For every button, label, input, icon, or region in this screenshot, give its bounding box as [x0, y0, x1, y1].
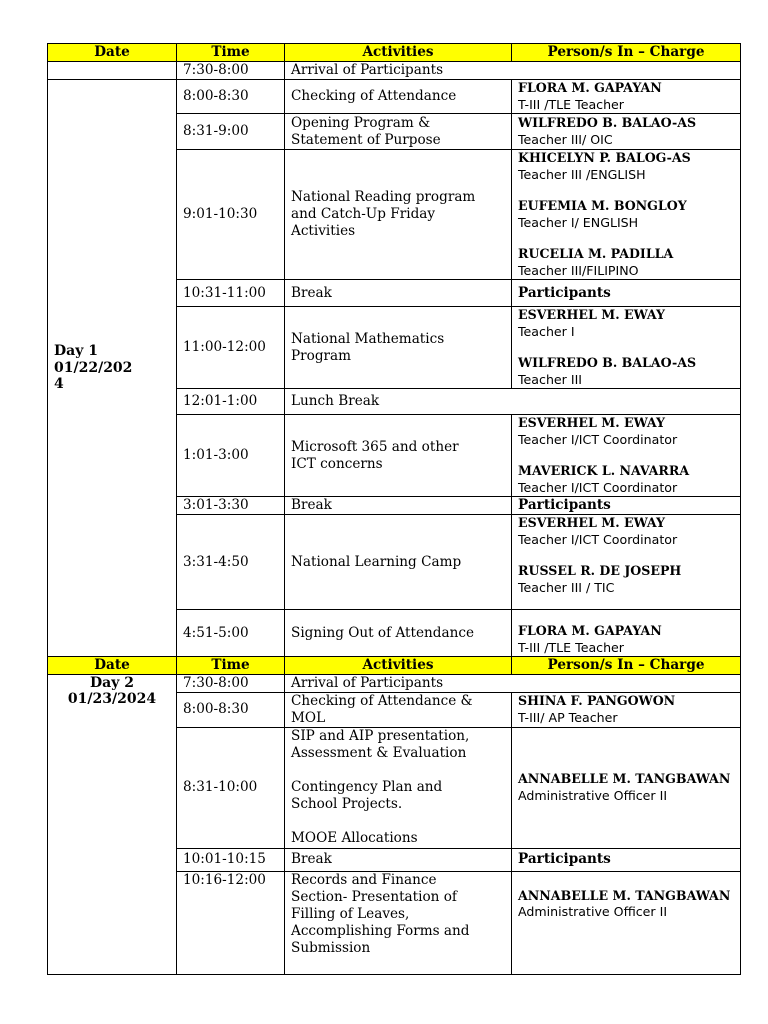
time-cell: 8:00-8:30 — [177, 692, 285, 727]
header-date: Date — [48, 657, 177, 675]
date-cell-empty — [48, 62, 177, 80]
day1-date-cell — [48, 80, 177, 657]
person-name: ESVERHEL M. EWAY — [518, 415, 666, 430]
header-date: Date — [48, 44, 177, 62]
person-cell — [512, 692, 741, 727]
header-activities: Activities — [285, 44, 512, 62]
person-name: ANNABELLE M. TANGBAWAN — [518, 771, 731, 786]
time-cell: 3:01-3:30 — [177, 497, 285, 515]
person-name: WILFREDO B. BALAO-AS — [518, 355, 697, 370]
person-cell — [512, 415, 741, 497]
time-cell: 9:01-10:30 — [177, 150, 285, 280]
person-role: Teacher I — [518, 323, 575, 339]
header-activities: Activities — [285, 657, 512, 675]
person-name: SHINA F. PANGOWON — [518, 693, 676, 708]
person-cell — [512, 150, 741, 280]
activity-cell: Records and Finance Section- Presentation of Filling of Leaves, Accomplishing Forms and Submission — [285, 871, 512, 974]
person-role: Administrative Officer II — [518, 904, 668, 919]
time-cell: 11:00-12:00 — [177, 307, 285, 389]
time-cell: 3:31-4:50 — [177, 515, 285, 610]
time-cell: 8:31-9:00 — [177, 114, 285, 150]
person-name: WILFREDO B. BALAO-AS — [518, 115, 697, 130]
person-role: Teacher III/ OIC — [518, 131, 613, 147]
day1-date-line2: 4 — [54, 376, 64, 393]
person-cell: Participants — [512, 497, 741, 515]
person-role: Teacher III /ENGLISH — [518, 166, 646, 182]
time-cell: 10:16-12:00 — [177, 871, 285, 974]
person-name: KHICELYN P. BALOG-AS — [518, 150, 691, 165]
activity-cell: Checking of Attendance — [285, 80, 512, 114]
activity-cell: Microsoft 365 and other ICT concerns — [285, 415, 512, 497]
person-role: Teacher I/ICT Coordinator — [518, 431, 678, 447]
person-name: FLORA M. GAPAYAN — [518, 80, 662, 95]
person-role: T-III /TLE Teacher — [518, 96, 624, 112]
day1-label: Day 1 — [54, 343, 98, 360]
person-name: MAVERICK L. NAVARRA — [518, 463, 690, 478]
person-cell — [512, 114, 741, 150]
person-cell — [512, 727, 741, 848]
person-role: Teacher III / TIC — [518, 579, 615, 595]
person-role: T-III/ AP Teacher — [518, 709, 618, 725]
header-time: Time — [177, 657, 285, 675]
time-cell: 7:30-8:00 — [177, 674, 285, 692]
person-cell — [512, 80, 741, 114]
time-cell: 7:30-8:00 — [177, 62, 285, 80]
time-cell: 1:01-3:00 — [177, 415, 285, 497]
person-cell — [512, 307, 741, 389]
time-cell: 4:51-5:00 — [177, 610, 285, 657]
header-persons: Person/s In – Charge — [512, 44, 741, 62]
day2-date: 01/23/2024 — [67, 691, 157, 707]
time-cell: 10:31-11:00 — [177, 280, 285, 307]
time-cell: 12:01-1:00 — [177, 389, 285, 415]
person-cell: Participants — [512, 280, 741, 307]
activity-cell: Arrival of Participants — [285, 62, 741, 80]
person-cell — [512, 610, 741, 657]
activity-cell: National Reading program and Catch-Up Friday Activities — [285, 150, 512, 280]
person-role: T-III /TLE Teacher — [518, 639, 624, 655]
time-cell: 10:01-10:15 — [177, 848, 285, 871]
activity-cell: National Mathematics Program — [285, 307, 512, 389]
activity-cell: SIP and AIP presentation, Assessment & Evaluation Contingency Plan and School Projects. MOOE Allocations — [285, 727, 512, 848]
person-name: FLORA M. GAPAYAN — [518, 623, 662, 638]
person-role: Teacher III/FILIPINO — [518, 262, 639, 278]
person-cell — [512, 871, 741, 974]
activity-cell: Checking of Attendance & MOL — [285, 692, 512, 727]
activity-cell: Break — [285, 848, 512, 871]
day2-date-cell — [48, 674, 177, 974]
activity-cell: Arrival of Participants — [285, 674, 741, 692]
person-role: Teacher I/ICT Coordinator — [518, 479, 678, 495]
person-name: ESVERHEL M. EWAY — [518, 307, 666, 322]
person-role: Teacher I/ ENGLISH — [518, 214, 639, 230]
activity-cell: Break — [285, 497, 512, 515]
time-cell: 8:31-10:00 — [177, 727, 285, 848]
header-time: Time — [177, 44, 285, 62]
person-cell: Participants — [512, 848, 741, 871]
day2-label: Day 2 — [90, 674, 134, 691]
header-persons: Person/s In – Charge — [512, 657, 741, 675]
person-name: ANNABELLE M. TANGBAWAN — [518, 887, 731, 903]
activity-cell: National Learning Camp — [285, 515, 512, 610]
person-role: Administrative Officer II — [518, 787, 668, 803]
day1-date-line1: 01/22/202 — [54, 359, 133, 376]
activity-cell: Signing Out of Attendance — [285, 610, 512, 657]
person-cell — [512, 515, 741, 610]
person-role: Teacher I/ICT Coordinator — [518, 531, 678, 547]
time-cell: 8:00-8:30 — [177, 80, 285, 114]
person-name: ESVERHEL M. EWAY — [518, 515, 666, 530]
schedule-table — [47, 43, 741, 975]
person-name: RUSSEL R. DE JOSEPH — [518, 563, 682, 578]
person-role: Teacher III — [518, 371, 582, 387]
activity-cell: Break — [285, 280, 512, 307]
person-name: EUFEMIA M. BONGLOY — [518, 198, 687, 213]
person-name: RUCELIA M. PADILLA — [518, 246, 674, 261]
activity-cell: Opening Program & Statement of Purpose — [285, 114, 512, 150]
activity-cell: Lunch Break — [285, 389, 741, 415]
